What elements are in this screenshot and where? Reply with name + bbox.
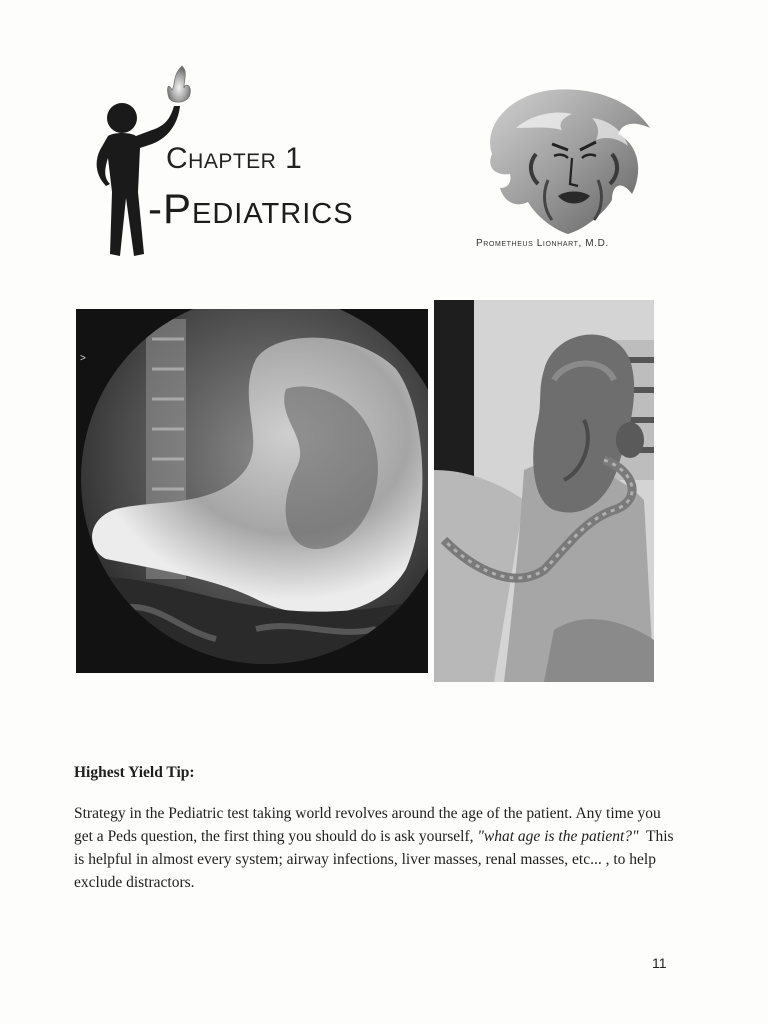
page-number: 11 [652, 955, 667, 971]
specimen-image [434, 300, 654, 682]
tip-paragraph [74, 802, 678, 894]
chapter-label: Chapter 1 [166, 142, 303, 175]
chapter-title: -Pediatrics [148, 185, 354, 232]
svg-text:>: > [80, 353, 86, 364]
tip-heading: Highest Yield Tip: [74, 764, 195, 781]
tip-body-text-2: This is helpful in almost every system; airway infections, liver masses, renal masses, etc... , to help exclude distractors. [74, 828, 678, 891]
xray-image [76, 309, 428, 673]
tip-body-text-1: Strategy in the Pediatric test taking world revolves around the age of the patient. Any time you get a Peds question, the first thing you should do is ask yourself, [74, 805, 661, 845]
lion-face-logo [472, 84, 656, 236]
flame-icon [168, 66, 191, 102]
tip-quote: "what age is the patient?" [477, 828, 639, 845]
author-name: Prometheus Lionhart, M.D. [476, 238, 609, 249]
